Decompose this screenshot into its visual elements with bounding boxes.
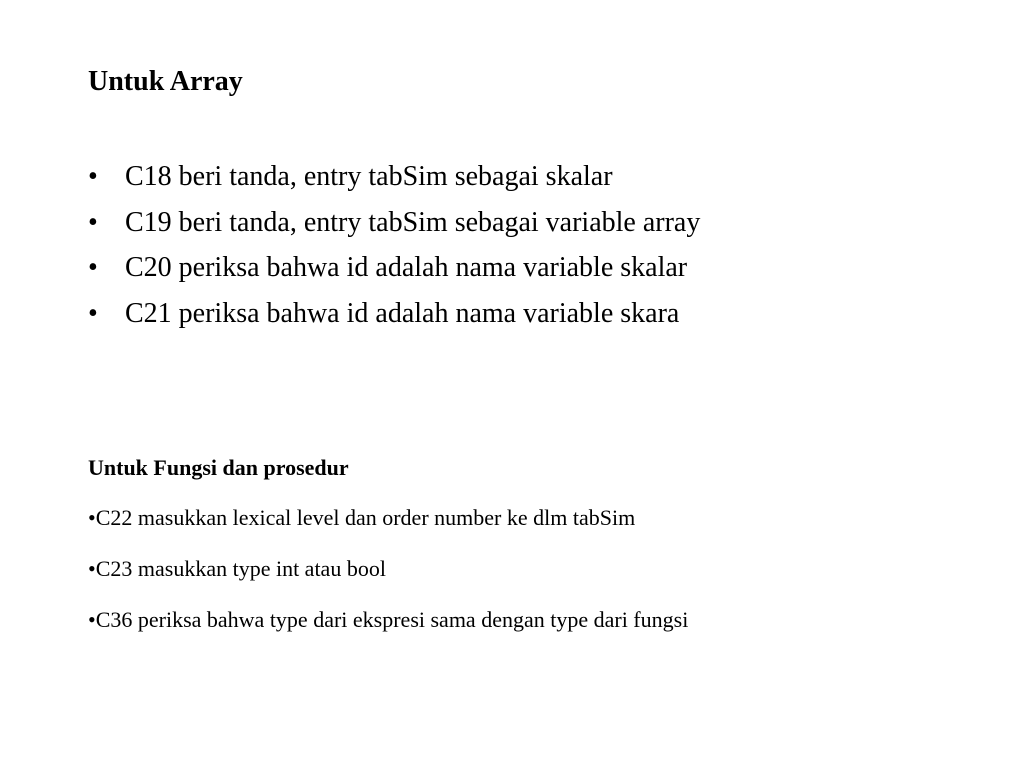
list-item xyxy=(88,291,700,337)
section-title-array: Untuk Array xyxy=(88,66,243,97)
list-item xyxy=(88,245,700,291)
list-item: •C22 masukkan lexical level dan order number ke dlm tabSim xyxy=(88,505,636,530)
list-item xyxy=(88,200,700,246)
list-item xyxy=(88,154,700,200)
section-title-fungsi: Untuk Fungsi dan prosedur xyxy=(88,455,349,480)
bullet-icon: • xyxy=(88,297,98,329)
array-bullet-list xyxy=(88,154,700,336)
list-item-text: C20 periksa bahwa id adalah nama variable skalar xyxy=(125,252,688,283)
fungsi-bullet-list xyxy=(88,503,688,656)
list-item: •C23 masukkan type int atau bool xyxy=(88,556,386,581)
list-item-text: C21 periksa bahwa id adalah nama variable skara xyxy=(125,297,680,329)
list-item: •C36 periksa bahwa type dari ekspresi sama dengan type dari fungsi xyxy=(88,607,689,632)
bullet-icon: • xyxy=(88,161,98,192)
list-item-text: C19 beri tanda, entry tabSim sebagai variable array xyxy=(125,206,701,238)
bullet-icon: • xyxy=(88,252,98,283)
bullet-icon: • xyxy=(88,206,98,238)
list-item-text: C18 beri tanda, entry tabSim sebagai skalar xyxy=(125,161,613,192)
